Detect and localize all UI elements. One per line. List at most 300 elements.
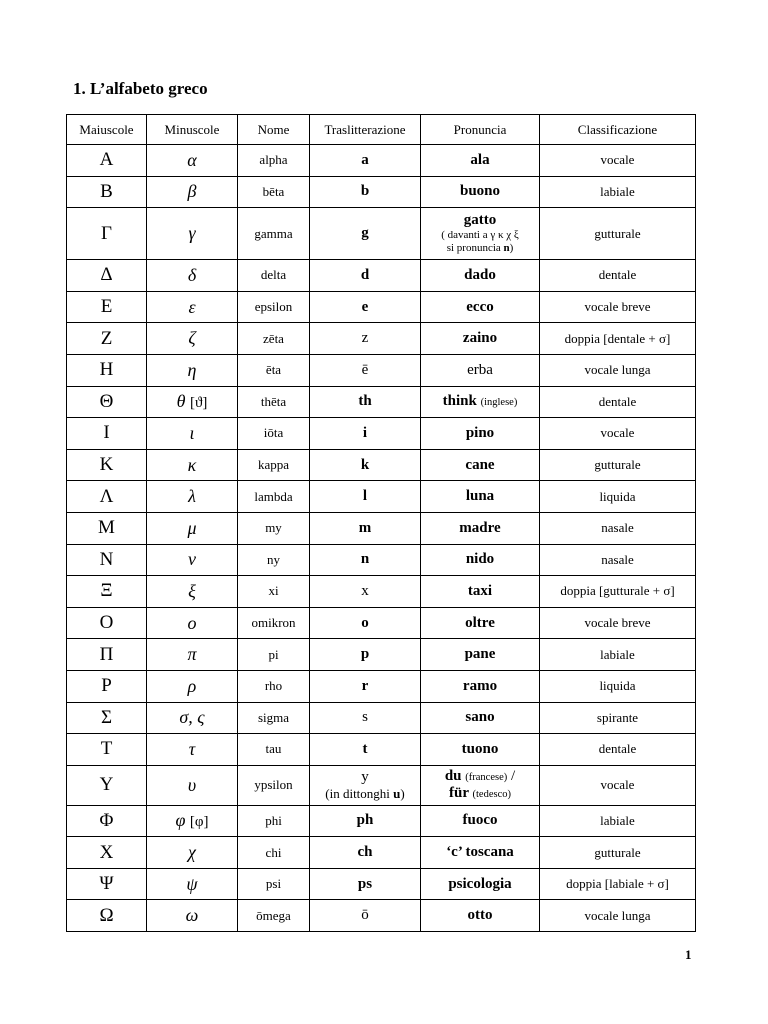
transliteration-text: n xyxy=(360,551,370,568)
table-row xyxy=(67,576,696,608)
pronunciation-word: psicologia xyxy=(448,875,512,892)
lowercase-glyph: φ xyxy=(175,810,186,831)
uppercase-glyph: Θ xyxy=(99,390,114,412)
table-row xyxy=(67,607,696,639)
transliteration xyxy=(310,291,421,323)
transliteration xyxy=(310,323,421,355)
pronunciation-word: nido xyxy=(465,551,495,568)
transliteration-text: m xyxy=(358,519,372,536)
classification xyxy=(540,805,696,837)
letter-name-text: sigma xyxy=(257,709,290,725)
classification xyxy=(540,291,696,323)
transliteration xyxy=(310,576,421,608)
uppercase-letter xyxy=(67,323,147,355)
pronunciation-word: taxi xyxy=(467,582,493,599)
letter-name xyxy=(238,639,310,671)
classification xyxy=(540,418,696,450)
table-row xyxy=(67,260,696,292)
table-row xyxy=(67,702,696,734)
letter-name xyxy=(238,805,310,837)
classification-text: vocale breve xyxy=(584,299,651,315)
uppercase-glyph: Ο xyxy=(99,612,114,634)
classification xyxy=(540,208,696,260)
letter-name xyxy=(238,418,310,450)
lowercase-letter xyxy=(147,868,238,900)
transliteration xyxy=(310,208,421,260)
uppercase-glyph: Γ xyxy=(101,222,112,244)
pronunciation-word: ecco xyxy=(466,298,494,315)
letter-name-text: epsilon xyxy=(254,299,293,315)
lowercase-letter xyxy=(147,176,238,208)
lowercase-letter xyxy=(147,418,238,450)
letter-name-text: ypsilon xyxy=(254,777,293,793)
pronunciation xyxy=(421,607,540,639)
uppercase-letter xyxy=(67,837,147,869)
letter-name xyxy=(238,386,310,418)
uppercase-glyph: Ψ xyxy=(99,873,114,895)
pronunciation xyxy=(421,291,540,323)
pronunciation xyxy=(421,145,540,177)
letter-name-text: my xyxy=(265,520,282,536)
classification-text: doppia [labiale + σ] xyxy=(566,876,669,892)
letter-name-text: ēta xyxy=(265,362,282,378)
table-row xyxy=(67,354,696,386)
classification-text: dentale xyxy=(598,393,637,409)
pronunciation-note-line1: ( davanti a γ κ χ ξ xyxy=(441,229,519,242)
letter-name xyxy=(238,354,310,386)
letter-name-text: ōmega xyxy=(256,907,291,923)
transliteration-note-text: (in dittonghi xyxy=(325,786,390,802)
lowercase-glyph: σ, ς xyxy=(179,707,205,728)
pronunciation-word: ‘c’ toscana xyxy=(446,844,514,861)
lowercase-letter xyxy=(147,208,238,260)
letter-name xyxy=(238,900,310,932)
pronunciation xyxy=(421,386,540,418)
classification-text: liquida xyxy=(599,488,636,504)
letter-name-text: omikron xyxy=(251,615,296,631)
classification-text: vocale lunga xyxy=(584,362,651,378)
transliteration xyxy=(310,868,421,900)
pronunciation-word-2: für xyxy=(449,785,469,802)
lowercase-glyph: γ xyxy=(188,223,196,244)
pronunciation-note-end: ) xyxy=(509,242,514,255)
transliteration xyxy=(310,354,421,386)
transliteration xyxy=(310,544,421,576)
table-row xyxy=(67,765,696,805)
transliteration xyxy=(310,837,421,869)
lowercase-letter xyxy=(147,449,238,481)
pronunciation-separator: / xyxy=(507,768,516,785)
letter-name xyxy=(238,176,310,208)
classification-text: vocale xyxy=(600,777,635,793)
classification xyxy=(540,734,696,766)
uppercase-letter xyxy=(67,639,147,671)
header-pronuncia: Pronuncia xyxy=(421,115,540,145)
lowercase-glyph: α xyxy=(187,149,197,170)
table-row xyxy=(67,734,696,766)
table-row xyxy=(67,481,696,513)
uppercase-glyph: Υ xyxy=(99,774,114,796)
letter-name xyxy=(238,145,310,177)
lowercase-glyph: η xyxy=(187,359,197,380)
classification xyxy=(540,576,696,608)
pronunciation xyxy=(421,868,540,900)
pronunciation-word: madre xyxy=(459,519,501,536)
classification-text: vocale xyxy=(600,425,635,441)
transliteration-text: th xyxy=(358,393,372,410)
letter-name-text: gamma xyxy=(254,225,293,241)
uppercase-glyph: Α xyxy=(99,149,114,171)
classification-text: nasale xyxy=(601,520,634,536)
pronunciation xyxy=(421,639,540,671)
pronunciation-word: luna xyxy=(465,488,495,505)
lowercase-glyph: κ xyxy=(187,454,197,475)
lowercase-letter xyxy=(147,145,238,177)
classification xyxy=(540,639,696,671)
letter-name xyxy=(238,868,310,900)
table-row xyxy=(67,145,696,177)
pronunciation xyxy=(421,670,540,702)
transliteration-text: ch xyxy=(357,844,373,861)
letter-name xyxy=(238,576,310,608)
pronunciation-note-bold: n xyxy=(503,242,510,255)
table-row xyxy=(67,208,696,260)
uppercase-glyph: Χ xyxy=(99,841,114,863)
lowercase-letter xyxy=(147,670,238,702)
pronunciation-note: (inglese) xyxy=(480,397,518,409)
classification xyxy=(540,544,696,576)
transliteration xyxy=(310,607,421,639)
lowercase-letter xyxy=(147,900,238,932)
letter-name xyxy=(238,765,310,805)
lowercase-letter xyxy=(147,765,238,805)
pronunciation-word: buono xyxy=(459,183,501,200)
lowercase-glyph: β xyxy=(187,181,197,202)
classification-text: gutturale xyxy=(594,225,641,241)
letter-name xyxy=(238,837,310,869)
pronunciation xyxy=(421,805,540,837)
uppercase-glyph: Φ xyxy=(99,809,114,831)
letter-name-text: thēta xyxy=(260,393,287,409)
pronunciation-word: pino xyxy=(465,424,495,441)
letter-name-text: xi xyxy=(268,583,279,599)
pronunciation-word: oltre xyxy=(465,614,495,631)
classification-text: spirante xyxy=(596,709,639,725)
table-row xyxy=(67,544,696,576)
pronunciation-note-text: si pronuncia xyxy=(446,242,501,255)
lowercase-glyph: ρ xyxy=(187,675,197,696)
transliteration xyxy=(310,900,421,932)
uppercase-glyph: Ι xyxy=(103,422,110,444)
table-row xyxy=(67,512,696,544)
transliteration xyxy=(310,805,421,837)
uppercase-glyph: Ω xyxy=(99,904,114,926)
uppercase-glyph: Ν xyxy=(99,548,114,570)
lowercase-glyph: ξ xyxy=(188,580,196,601)
lowercase-letter xyxy=(147,837,238,869)
pronunciation-word: ala xyxy=(470,151,490,168)
letter-name xyxy=(238,449,310,481)
lowercase-glyph: τ xyxy=(188,738,196,759)
transliteration xyxy=(310,512,421,544)
pronunciation xyxy=(421,449,540,481)
transliteration-note-bold: u xyxy=(393,786,401,802)
uppercase-letter xyxy=(67,512,147,544)
table-row xyxy=(67,670,696,702)
transliteration xyxy=(310,260,421,292)
pronunciation-line2 xyxy=(423,785,537,802)
transliteration-text: l xyxy=(362,488,368,505)
pronunciation-word: cane xyxy=(465,456,495,473)
letter-name-text: psi xyxy=(265,876,282,892)
pronunciation-word: sano xyxy=(465,709,495,726)
transliteration xyxy=(310,481,421,513)
pronunciation-word: think xyxy=(442,393,477,410)
table-row xyxy=(67,386,696,418)
pronunciation xyxy=(421,260,540,292)
transliteration-text: i xyxy=(362,424,368,441)
transliteration-text: a xyxy=(361,151,369,168)
uppercase-letter xyxy=(67,576,147,608)
pronunciation-note-2: (tedesco) xyxy=(472,789,511,801)
uppercase-glyph: Λ xyxy=(99,485,114,507)
transliteration-text: y xyxy=(361,769,369,786)
classification-text: labiale xyxy=(600,812,635,828)
classification-text: labiale xyxy=(600,646,635,662)
table-row xyxy=(67,900,696,932)
uppercase-letter xyxy=(67,386,147,418)
classification xyxy=(540,702,696,734)
pronunciation xyxy=(421,354,540,386)
transliteration xyxy=(310,765,421,805)
uppercase-letter xyxy=(67,702,147,734)
pronunciation xyxy=(421,734,540,766)
pronunciation-note-line2 xyxy=(423,242,537,255)
letter-name-text: lambda xyxy=(254,488,293,504)
lowercase-glyph: μ xyxy=(187,517,197,538)
lowercase-glyph: ι xyxy=(189,422,195,443)
classification-text: vocale lunga xyxy=(584,907,651,923)
transliteration-text: s xyxy=(362,709,368,726)
header-maiuscole: Maiuscole xyxy=(67,115,147,145)
pronunciation-word: dado xyxy=(464,266,496,283)
pronunciation-word: fuoco xyxy=(462,812,498,829)
lowercase-glyph: χ xyxy=(188,842,196,863)
classification xyxy=(540,354,696,386)
lowercase-letter xyxy=(147,386,238,418)
lowercase-letter xyxy=(147,481,238,513)
uppercase-glyph: Δ xyxy=(100,264,113,286)
uppercase-glyph: Σ xyxy=(100,706,113,728)
letter-name-text: kappa xyxy=(257,457,290,473)
pronunciation-word: otto xyxy=(467,907,493,924)
letter-name xyxy=(238,260,310,292)
classification xyxy=(540,512,696,544)
uppercase-letter xyxy=(67,291,147,323)
transliteration xyxy=(310,176,421,208)
uppercase-letter xyxy=(67,734,147,766)
table-header-row xyxy=(67,115,696,145)
classification xyxy=(540,868,696,900)
lowercase-letter xyxy=(147,702,238,734)
table-row xyxy=(67,291,696,323)
lowercase-glyph: π xyxy=(187,644,197,665)
transliteration-text: ō xyxy=(361,907,369,924)
classification-text: doppia [gutturale + σ] xyxy=(560,583,675,599)
classification xyxy=(540,145,696,177)
classification-text: vocale breve xyxy=(584,615,651,631)
classification xyxy=(540,837,696,869)
pronunciation xyxy=(421,481,540,513)
pronunciation-note: (francese) xyxy=(465,772,508,784)
pronunciation-line1 xyxy=(423,768,537,785)
transliteration xyxy=(310,734,421,766)
classification xyxy=(540,900,696,932)
transliteration-text: ph xyxy=(356,812,374,829)
uppercase-letter xyxy=(67,354,147,386)
transliteration xyxy=(310,449,421,481)
pronunciation-word: tuono xyxy=(461,740,499,757)
transliteration-text: ps xyxy=(357,875,373,892)
lowercase-letter xyxy=(147,734,238,766)
uppercase-letter xyxy=(67,900,147,932)
uppercase-letter xyxy=(67,868,147,900)
lowercase-letter xyxy=(147,512,238,544)
transliteration-text: e xyxy=(361,298,369,315)
pronunciation xyxy=(421,702,540,734)
lowercase-variant: [φ] xyxy=(189,814,209,831)
uppercase-glyph: Β xyxy=(100,180,113,202)
lowercase-glyph: ζ xyxy=(188,328,196,349)
classification-text: gutturale xyxy=(594,844,641,860)
classification xyxy=(540,449,696,481)
lowercase-letter xyxy=(147,576,238,608)
classification xyxy=(540,386,696,418)
pronunciation-word: du xyxy=(444,768,462,785)
transliteration-text: ē xyxy=(361,361,369,378)
lowercase-glyph: ν xyxy=(188,549,196,570)
transliteration-note xyxy=(312,786,418,801)
letter-name xyxy=(238,702,310,734)
uppercase-letter xyxy=(67,805,147,837)
uppercase-glyph: Μ xyxy=(98,517,115,539)
table-row xyxy=(67,805,696,837)
uppercase-letter xyxy=(67,765,147,805)
transliteration xyxy=(310,145,421,177)
header-traslitterazione: Traslitterazione xyxy=(310,115,421,145)
uppercase-glyph: Π xyxy=(99,643,114,665)
header-nome: Nome xyxy=(238,115,310,145)
classification-text: dentale xyxy=(598,267,637,283)
uppercase-letter xyxy=(67,481,147,513)
lowercase-glyph: ω xyxy=(185,905,199,926)
table-row xyxy=(67,868,696,900)
lowercase-letter xyxy=(147,323,238,355)
pronunciation xyxy=(421,576,540,608)
pronunciation xyxy=(421,544,540,576)
pronunciation xyxy=(421,323,540,355)
lowercase-glyph: υ xyxy=(187,774,197,795)
lowercase-glyph: δ xyxy=(187,264,197,285)
classification xyxy=(540,670,696,702)
transliteration-text: k xyxy=(360,456,370,473)
letter-name-text: zēta xyxy=(263,330,284,346)
transliteration-text: o xyxy=(361,614,369,631)
letter-name xyxy=(238,670,310,702)
pronunciation-word: pane xyxy=(464,646,496,663)
header-minuscole: Minuscole xyxy=(147,115,238,145)
uppercase-glyph: Ρ xyxy=(101,675,112,697)
uppercase-glyph: Τ xyxy=(100,738,113,760)
classification-text: gutturale xyxy=(594,457,641,473)
transliteration-text: b xyxy=(360,183,370,200)
classification xyxy=(540,260,696,292)
lowercase-letter xyxy=(147,639,238,671)
classification xyxy=(540,176,696,208)
letter-name xyxy=(238,208,310,260)
letter-name-text: bēta xyxy=(262,183,285,199)
pronunciation xyxy=(421,837,540,869)
letter-name xyxy=(238,481,310,513)
page-title: 1. L’alfabeto greco xyxy=(73,79,208,98)
letter-name xyxy=(238,544,310,576)
letter-name-text: tau xyxy=(265,741,282,757)
classification-text: vocale xyxy=(600,152,635,168)
letter-name xyxy=(238,291,310,323)
header-classificazione: Classificazione xyxy=(540,115,696,145)
uppercase-letter xyxy=(67,544,147,576)
transliteration-text: x xyxy=(361,582,369,599)
lowercase-glyph: ε xyxy=(188,296,196,317)
letter-name-text: rho xyxy=(264,678,283,694)
transliteration-text: z xyxy=(361,330,369,347)
page-number: 1 xyxy=(685,947,692,962)
letter-name-text: iōta xyxy=(263,425,284,441)
classification xyxy=(540,607,696,639)
table-row xyxy=(67,837,696,869)
table-row xyxy=(67,176,696,208)
pronunciation xyxy=(421,512,540,544)
pronunciation xyxy=(421,900,540,932)
table-row xyxy=(67,639,696,671)
classification xyxy=(540,765,696,805)
transliteration xyxy=(310,418,421,450)
uppercase-letter xyxy=(67,418,147,450)
transliteration xyxy=(310,670,421,702)
uppercase-letter xyxy=(67,670,147,702)
transliteration-text: d xyxy=(360,266,370,283)
letter-name xyxy=(238,734,310,766)
classification-text: labiale xyxy=(600,183,635,199)
classification xyxy=(540,481,696,513)
transliteration-text: t xyxy=(362,740,368,757)
table-row xyxy=(67,418,696,450)
letter-name-text: alpha xyxy=(259,152,288,168)
transliteration xyxy=(310,639,421,671)
letter-name-text: phi xyxy=(265,812,282,828)
pronunciation xyxy=(421,176,540,208)
uppercase-letter xyxy=(67,260,147,292)
letter-name-text: ny xyxy=(267,551,280,567)
letter-name xyxy=(238,512,310,544)
uppercase-letter xyxy=(67,449,147,481)
letter-name xyxy=(238,323,310,355)
table-row xyxy=(67,449,696,481)
lowercase-letter xyxy=(147,544,238,576)
uppercase-glyph: Ε xyxy=(100,296,113,318)
greek-alphabet-table xyxy=(66,114,696,932)
pronunciation xyxy=(421,208,540,260)
